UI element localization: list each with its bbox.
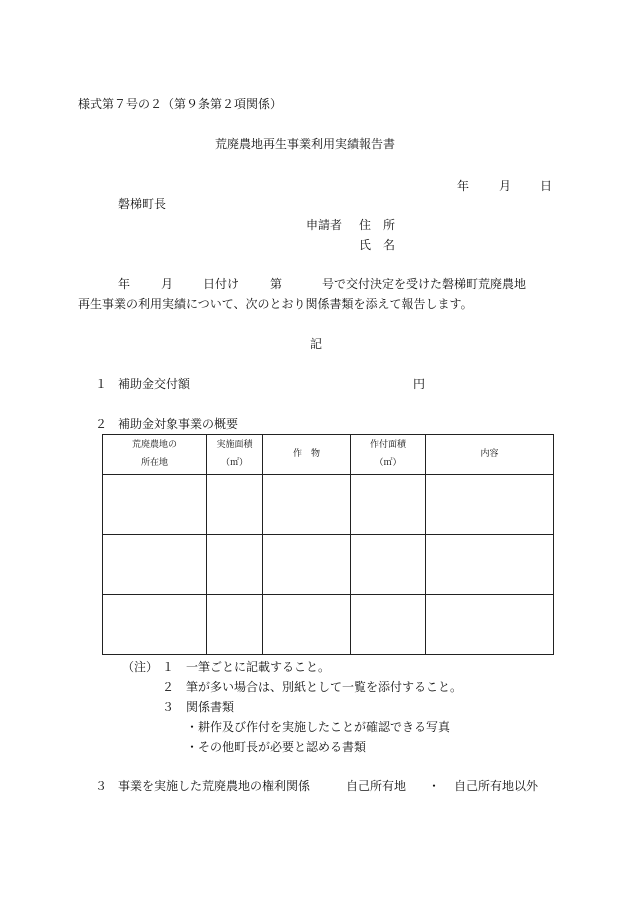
section2-number: ２ (95, 417, 108, 431)
table-header-planted-area: 作付面積 （㎡） (351, 435, 426, 475)
table-cell[interactable] (103, 535, 207, 595)
form-number: 様式第７号の２（第９条第２項関係） (78, 97, 283, 111)
section2-label: 補助金対象事業の概要 (118, 417, 239, 431)
table-row (103, 595, 554, 655)
section3-option-other-land[interactable]: 自己所有地以外 (454, 779, 539, 793)
section3-separator: ・ (428, 779, 441, 793)
note-3-text: 関係書類 (186, 700, 235, 714)
notes-label: （注） (122, 660, 159, 674)
date-day-label: 日 (540, 179, 553, 193)
table-cell[interactable] (351, 595, 426, 655)
note-2-number: ２ (162, 680, 175, 694)
body-month: 月 (161, 277, 174, 291)
section1-number: １ (95, 377, 108, 391)
table-header-row (103, 435, 554, 475)
table-row (103, 535, 554, 595)
table-cell[interactable] (426, 535, 554, 595)
addressee: 磐梯町長 (118, 197, 167, 211)
note-3-number: ３ (162, 700, 175, 714)
body-number-prefix: 第 (270, 277, 283, 291)
note-1-text: 一筆ごとに記載すること。 (186, 660, 331, 674)
summary-table (102, 434, 554, 655)
note-2-text: 筆が多い場合は、別紙として一覧を添付すること。 (186, 680, 463, 694)
document-title: 荒廃農地再生事業利用実績報告書 (215, 137, 396, 151)
table-cell[interactable] (263, 535, 351, 595)
body-dated: 日付け (203, 277, 240, 291)
table-header-crop: 作 物 (263, 435, 351, 475)
table-cell[interactable] (207, 595, 263, 655)
applicant-label: 申請者 (306, 218, 343, 232)
table-header-content: 内容 (426, 435, 554, 475)
table-cell[interactable] (351, 475, 426, 535)
table-cell[interactable] (263, 595, 351, 655)
date-year-label: 年 (457, 179, 470, 193)
body-line2: 再生事業の利用実績について、次のとおり関係書類を添えて報告します。 (78, 297, 473, 311)
section3-label: 事業を実施した荒廃農地の権利関係 (118, 779, 311, 793)
table-cell[interactable] (426, 475, 554, 535)
section3-number: ３ (95, 779, 108, 793)
table-cell[interactable] (426, 595, 554, 655)
note-sub-item-1: ・耕作及び作付を実施したことが確認できる写真 (186, 720, 451, 734)
note-1-number: １ (162, 660, 175, 674)
ki-heading: 記 (310, 337, 323, 351)
body-year: 年 (118, 277, 131, 291)
note-sub-item-2: ・その他町長が必要と認める書類 (186, 740, 367, 754)
date-month-label: 月 (499, 179, 512, 193)
table-cell[interactable] (103, 595, 207, 655)
table-cell[interactable] (207, 535, 263, 595)
table-cell[interactable] (103, 475, 207, 535)
section1-label: 補助金交付額 (118, 377, 191, 391)
table-row (103, 475, 554, 535)
applicant-name-label: 氏 名 (359, 238, 396, 252)
body-line1-rest: 号で交付決定を受けた磐梯町荒廃農地 (322, 277, 527, 291)
table-cell[interactable] (263, 475, 351, 535)
section3-option-own-land[interactable]: 自己所有地 (346, 779, 407, 793)
applicant-address-label: 住 所 (359, 218, 396, 232)
section1-unit: 円 (413, 377, 426, 391)
table-cell[interactable] (207, 475, 263, 535)
table-header-location: 荒廃農地の 所在地 (103, 435, 207, 475)
table-header-area: 実施面積 （㎡） (207, 435, 263, 475)
table-cell[interactable] (351, 535, 426, 595)
